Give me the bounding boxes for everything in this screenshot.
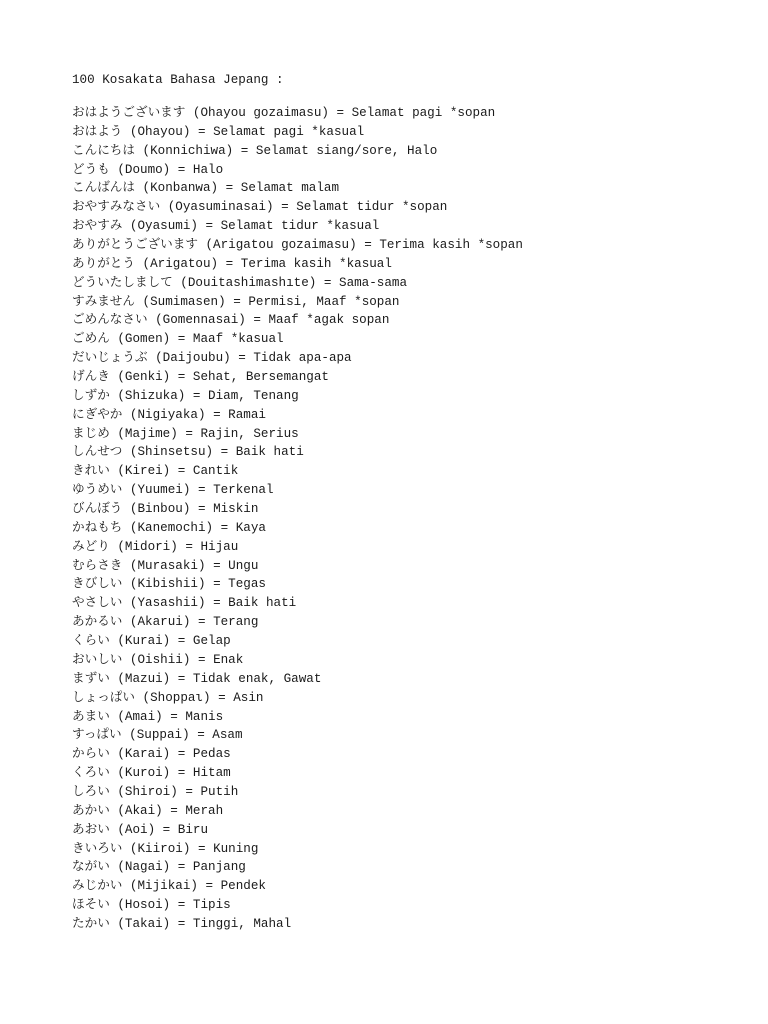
vocabulary-entry: ほそい (Hosoi) = Tipis <box>72 898 231 913</box>
vocabulary-entry: たかい (Takai) = Tinggi, Mahal <box>72 916 292 931</box>
vocabulary-entry: あかい (Akai) = Merah <box>72 803 224 818</box>
vocabulary-entry: どうも (Doumo) = Halo <box>72 162 224 177</box>
vocabulary-entry: にぎやか (Nigiyaka) = Ramai <box>72 407 266 422</box>
vocabulary-entry: ゆうめい (Yuumei) = Terkenal <box>72 483 274 498</box>
vocabulary-entry: ごめんなさい (Gomennasai) = Maaf *agak sopan <box>72 313 390 328</box>
vocabulary-entry: あおい (Aoi) = Biru <box>72 822 209 837</box>
vocabulary-entry: しろい (Shiroi) = Putih <box>72 784 239 799</box>
vocabulary-entry: やさしい (Yasashii) = Baik hati <box>72 596 297 611</box>
vocabulary-entry: だいじょうぶ (Daijoubu) = Tidak apa-apa <box>72 351 352 366</box>
vocabulary-entry: みじかい (Mijikai) = Pendek <box>72 879 266 894</box>
vocabulary-entry: きびしい (Kibishii) = Tegas <box>72 577 266 592</box>
vocabulary-entry: まじめ (Majime) = Rajin, Serius <box>72 426 299 441</box>
vocabulary-entry: くらい (Kurai) = Gelap <box>72 634 231 649</box>
vocabulary-entry: こんにちは (Konnichiwa) = Selamat siang/sore, Halo <box>72 143 438 158</box>
vocabulary-entry: しずか (Shizuka) = Diam, Tenang <box>72 388 299 403</box>
vocabulary-entry: どういたしまして (Douitashimashıte) = Sama-sama <box>72 275 408 290</box>
vocabulary-entry: しょっぱい (Shoppaι) = Asin <box>72 690 264 705</box>
vocabulary-entry: すっぱい (Suppai) = Asam <box>72 728 243 743</box>
vocabulary-entry: むらさき (Murasaki) = Ungu <box>72 558 259 573</box>
vocabulary-entry: おやすみ (Oyasumi) = Selamat tidur *kasual <box>72 219 380 234</box>
vocabulary-entry: こんばんは (Konbanwa) = Selamat malam <box>72 181 340 196</box>
vocabulary-entry: びんぼう (Binbou) = Miskin <box>72 502 259 517</box>
vocabulary-entry: ありがとうございます (Arigatou gozaimasu) = Terima kasih *sopan <box>72 238 523 253</box>
vocabulary-entry: あかるい (Akarui) = Terang <box>72 615 259 630</box>
vocabulary-entry: きれい (Kirei) = Cantik <box>72 464 239 479</box>
document-title: 100 Kosakata Bahasa Jepang : <box>72 73 284 87</box>
vocabulary-entry: おいしい (Oishii) = Enak <box>72 652 244 667</box>
vocabulary-entry: からい (Karai) = Pedas <box>72 747 231 762</box>
vocabulary-entry: かねもち (Kanemochi) = Kaya <box>72 520 266 535</box>
vocabulary-entry: すみません (Sumimasen) = Permisi, Maaf *sopan <box>72 294 400 309</box>
vocabulary-entry: みどり (Midori) = Hijau <box>72 539 239 554</box>
vocabulary-entry: おやすみなさい (Oyasuminasai) = Selamat tidur *sopan <box>72 200 448 215</box>
vocabulary-entry: ありがとう (Arigatou) = Terima kasih *kasual <box>72 256 392 271</box>
vocabulary-entry: ながい (Nagai) = Panjang <box>72 860 246 875</box>
vocabulary-entry: きいろい (Kiiroi) = Kuning <box>72 841 259 856</box>
vocabulary-entry: あまい (Amai) = Manis <box>72 709 224 724</box>
vocabulary-entry: しんせつ (Shinsetsu) = Baik hati <box>72 445 304 460</box>
vocabulary-entry: まずい (Mazui) = Tidak enak, Gawat <box>72 671 322 686</box>
vocabulary-entry: げんき (Genki) = Sehat, Bersemangat <box>72 370 329 385</box>
vocabulary-entry: くろい (Kuroi) = Hitam <box>72 766 231 781</box>
vocabulary-list <box>72 104 523 934</box>
vocabulary-entry: おはようございます (Ohayou gozaimasu) = Selamat pagi *sopan <box>72 106 496 120</box>
vocabulary-entry: ごめん (Gomen) = Maaf *kasual <box>72 332 284 347</box>
vocabulary-entry: おはよう (Ohayou) = Selamat pagi *kasual <box>72 124 365 139</box>
